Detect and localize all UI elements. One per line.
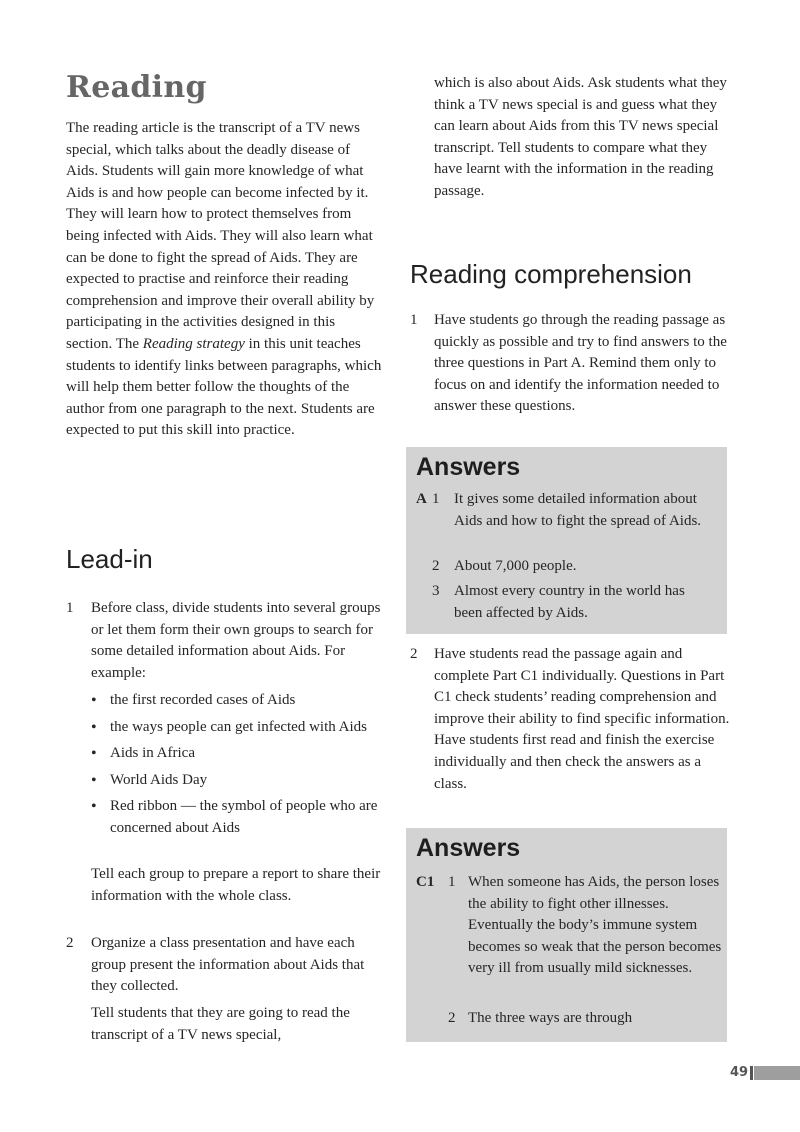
lead-in-item-2-number: 2: [66, 935, 74, 951]
comprehension-item-2-number: 2: [410, 646, 418, 662]
list-item: • World Aids Day: [88, 770, 384, 792]
answers-a-1-text: It gives some detailed information about Aids and how to fight the spread of Aids.: [454, 491, 702, 529]
lead-in-item-1-number: 1: [66, 600, 74, 616]
reading-intro-part-a: The reading article is the transcript of a TV news special, which talks about the deadly disease of Aids. Students will gain more knowledge of what Aids is and how people can become infected by it. They will learn how to protect themselves from being infected with Aids. They will also learn what can be done to fight the spread of Aids. They are expected to practise and reinforce their reading comprehension and improve their overall ability by participating in the activities designed in this section. The: [66, 120, 375, 352]
answers-a-3-number: 3: [432, 583, 440, 599]
answers-box-c1: [406, 828, 727, 1042]
reading-strategy-term: Reading strategy: [142, 335, 245, 352]
answers-a-label: A: [416, 491, 427, 507]
answers-c1-label: C1: [416, 874, 435, 890]
answers-c1-2-text: The three ways are through: [468, 1010, 633, 1026]
answers-box-a: [406, 447, 727, 634]
answers-a-2-text: About 7,000 people.: [454, 558, 577, 574]
reading-intro-part-b: in this unit teaches students to identify links between paragraphs, which will help them better follow the thoughts of the author from one paragraph to the next. Students are expected to put this skill into practice.: [66, 335, 382, 439]
answers-c1-1-number: 1: [448, 874, 456, 890]
page-number-bar: [754, 1066, 800, 1080]
answers-c1-2-number: 2: [448, 1010, 456, 1026]
list-item: • the first recorded cases of Aids: [88, 690, 384, 712]
list-item: • Aids in Africa: [88, 743, 384, 765]
answers-c1-title: Answers: [416, 834, 521, 862]
comprehension-item-1-text: Have students go through the reading passage as quickly as possible and try to find answers to the three questions in Part A. Remind them only to focus on and identify the information needed to answer these questions.: [434, 312, 727, 415]
comprehension-item-2-text: Have students read the passage again and complete Part C1 individually. Questions in Part C1 check students’ reading comprehension and improve their ability to find specific information. Have students first read and finish the exercise individually and then check the answers as a class.: [434, 646, 730, 792]
answers-a-2-number: 2: [432, 558, 440, 574]
page-number-tab: [730, 1066, 800, 1082]
lead-in-heading: Lead-in: [66, 544, 153, 574]
reading-heading: Reading: [66, 70, 207, 105]
list-item: • Red ribbon — the symbol of people who are concerned about Aids: [88, 796, 384, 839]
page-number-divider: [750, 1066, 753, 1080]
comprehension-item-1-number: 1: [410, 312, 418, 328]
lead-in-item-2-followup: Tell students that they are going to read the transcript of a TV news special,: [91, 1005, 350, 1043]
lead-in-item-1-followup: Tell each group to prepare a report to share their information with the whole class.: [91, 866, 381, 904]
reading-intro: [66, 118, 384, 442]
answers-a-title: Answers: [416, 453, 521, 481]
reading-comprehension-heading: Reading comprehension: [410, 259, 692, 289]
answers-a-1-number: 1: [432, 491, 440, 507]
answers-c1-1-text: When someone has Aids, the person loses the ability to fight other illnesses. Eventually the body’s immune system becomes so weak that the person becomes very ill from usually mild sicknesses.: [468, 874, 722, 977]
lead-in-bullet-list: [88, 690, 384, 845]
lead-in-item-1-text: Before class, divide students into several groups or let them form their own groups to search for some detailed information about Aids. For example:: [91, 600, 381, 681]
page-number: 49: [730, 1065, 749, 1080]
list-item: • the ways people can get infected with Aids: [88, 717, 384, 739]
lead-in-item-2-text: Organize a class presentation and have each group present the information about Aids that they collected.: [91, 935, 365, 995]
lead-in-continuation: which is also about Aids. Ask students what they think a TV news special is and guess what they can learn about Aids from this TV news special transcript. Tell students to compare what they have learnt with the information in the reading passage.: [434, 75, 727, 199]
answers-a-3-text: Almost every country in the world has been affected by Aids.: [454, 583, 685, 621]
